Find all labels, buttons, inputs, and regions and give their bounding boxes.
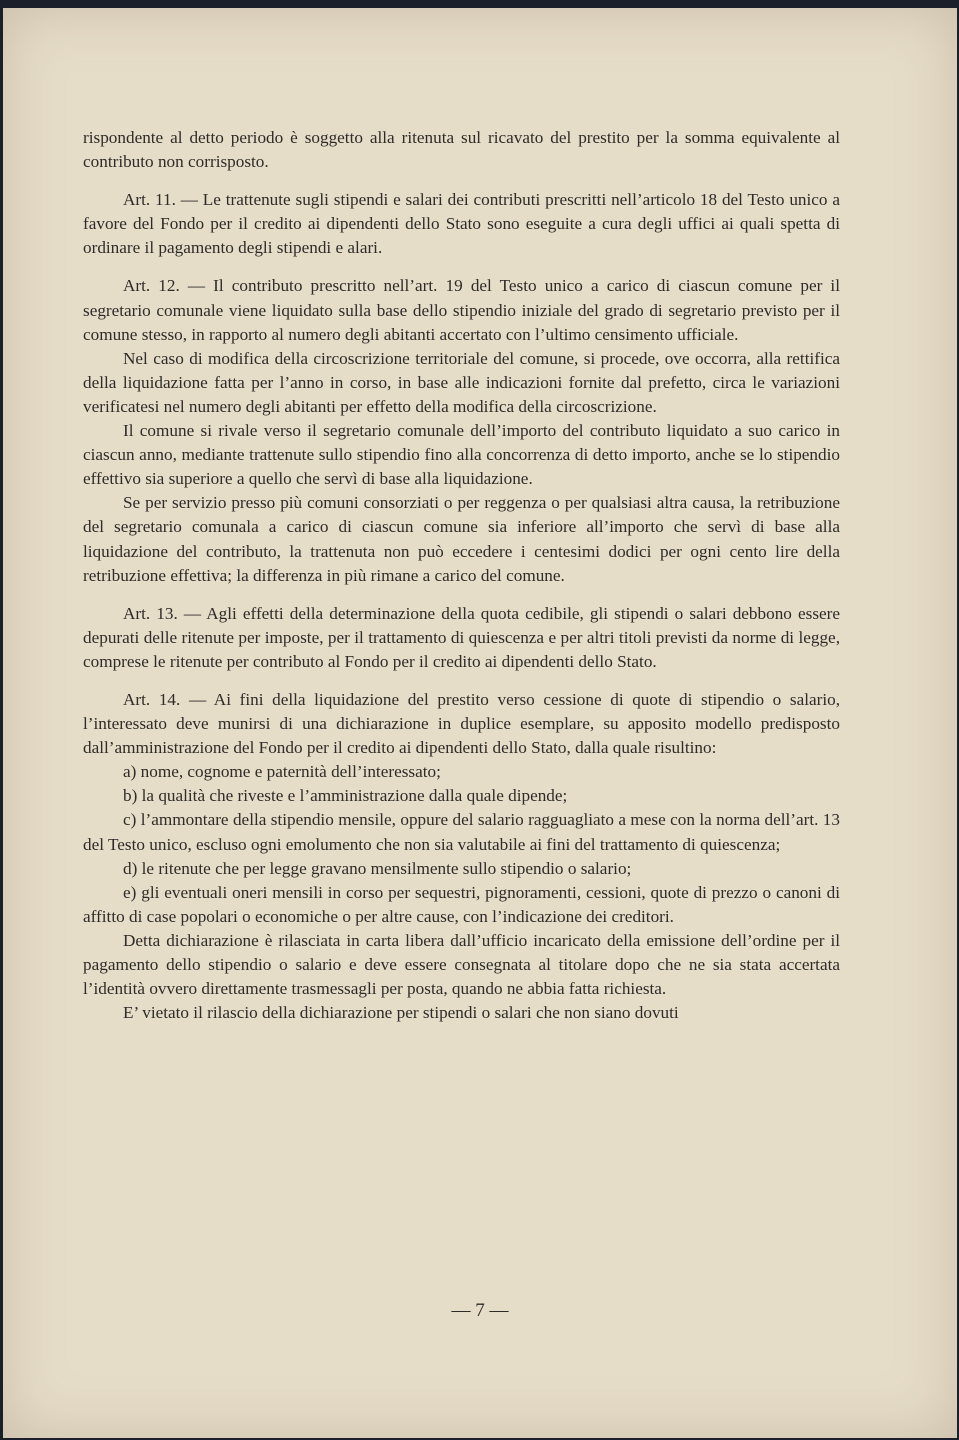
paragraph-art-11: Art. 11. — Le trattenute sugli stipendi e salari dei contributi prescritti nell’articolo 18 del Testo unico a favore del Fondo per il credito ai dipendenti dello Stato sono eseguite a cura degli uffici ai quali spetta di ordinare il pagamento degli stipendi e alari. bbox=[83, 190, 840, 258]
list-item-c: c) l’ammontare della stipendio mensile, oppure del salario ragguagliato a mese con la norma dell’art. 13 del Testo unico, escluso ogni emolumento che non sia valutabile ai fini del trattamento di quiescenza; bbox=[83, 810, 840, 854]
paragraph-art-12-rivalsa: Il comune si rivale verso il segretario comunale dell’importo del contributo liquidato a suo carico in ciascun anno, mediante trattenute sullo stipendio fino alla concorrenza di detto importo, anche se lo stipendio effettivo sia superiore a quello che servì di base alla liquidazione. bbox=[83, 421, 840, 489]
list-item-b: b) la qualità che riveste e l’amministrazione dalla quale dipende; bbox=[123, 786, 568, 806]
paragraph-continuation: rispondente al detto periodo è soggetto alla ritenuta sul ricavato del prestito per la somma equivalente al contributo non corrisposto. bbox=[83, 128, 840, 172]
paragraph-art-12-consorzio: Se per servizio presso più comuni consorziati o per reggenza o per qualsiasi altra causa, la retribuzione del segretario comunala a carico di ciascun comune sia inferiore all’importo che servì di base alla liquidazione del contributo, la trattenuta non può eccedere i centesimi dodici per ogni cento lire della retribuzione effettiva; la differenza in più rimane a carico del comune. bbox=[83, 493, 840, 585]
page-number: — 7 — bbox=[451, 1300, 509, 1321]
document-page bbox=[3, 8, 957, 1438]
paragraph-divieto: E’ vietato il rilascio della dichiarazione per stipendi o salari che non siano dovuti bbox=[123, 1003, 679, 1023]
list-item-e: e) gli eventuali oneri mensili in corso per sequestri, pignoramenti, cessioni, quote di prezzo o canoni di affitto di case popolari o economiche o per altre cause, con l’indicazione dei creditori. bbox=[83, 882, 840, 926]
paragraph-art-12: Art. 12. — Il contributo prescritto nell’art. 19 del Testo unico a carico di ciascun comune per il segretario comunale viene liquidato sulla base dello stipendio iniziale del grado di segretario previsto per il comune stesso, in rapporto al numero degli abitanti accertato con l’ultimo censimento ufficiale. bbox=[83, 276, 840, 344]
list-item-a: a) nome, cognome e paternità dell’interessato; bbox=[123, 762, 441, 782]
paragraph-art-13: Art. 13. — Agli effetti della determinazione della quota cedibile, gli stipendi o salari debbono essere depurati delle ritenute per imposte, per il trattamento di quiescenza e per altri titoli previsti da norme di legge, comprese le ritenute per contributo al Fondo per il credito ai dipendenti dello Stato. bbox=[83, 603, 840, 671]
list-item-d: d) le ritenute che per legge gravano mensilmente sullo stipendio o salario; bbox=[123, 858, 632, 878]
paragraph-art-12-modifica: Nel caso di modifica della circoscrizione territoriale del comune, si procede, ove occorra, alla rettifica della liquidazione fatta per l’anno in corso, in base alle indicazioni fornite dal prefetto, circa le variazioni verificatesi nel numero degli abitanti per effetto della modifica della circoscrizione. bbox=[83, 348, 840, 416]
paragraph-art-14: Art. 14. — Ai fini della liquidazione del prestito verso cessione di quote di stipendio o salario, l’interessato deve munirsi di una dichiarazione in duplice esemplare, su apposito modello predisposto dall’amministrazione del Fondo per il credito ai dipendenti dello Stato, dalla quale risultino: bbox=[83, 689, 840, 758]
paragraph-dichiarazione: Detta dichiarazione è rilasciata in carta libera dall’ufficio incaricato della emissione dell’ordine per il pagamento dello stipendio o salario e deve essere consegnata al titolare dopo che ne sia stata accertata l’identità ovvero direttamente trasmessagli per posta, quando ne abbia fatta richiesta. bbox=[83, 930, 840, 999]
body-text bbox=[83, 126, 840, 1025]
